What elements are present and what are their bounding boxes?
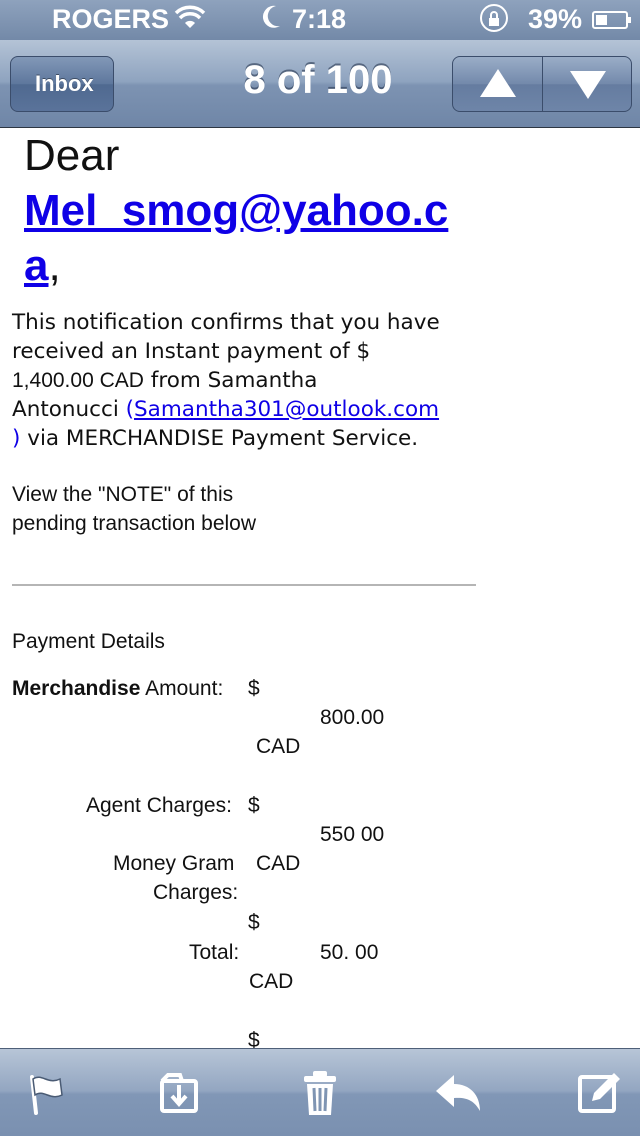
status-time: 7:18 xyxy=(292,4,347,34)
total-currency: CAD xyxy=(249,970,294,993)
trash-icon xyxy=(294,1067,346,1119)
greeting xyxy=(24,128,494,293)
merchandise-amount-value: 800.00 xyxy=(320,706,385,729)
reply-button[interactable] xyxy=(432,1067,484,1119)
message-navigation-segmented-control xyxy=(452,56,632,112)
move-to-folder-button[interactable] xyxy=(154,1067,206,1119)
payment-notice-paragraph: This notification confirms that you have received an Instant payment of $ 1,400.00 CAD from Samantha Antonucci (Samantha301@outlook.com ) via MERCHANDISE Payment Service. xyxy=(12,310,440,451)
money-gram-label: Money Gram xyxy=(113,852,235,875)
do-not-disturb-moon-icon xyxy=(260,2,284,39)
payment-details-heading: Payment Details xyxy=(12,630,165,653)
compose-icon xyxy=(574,1067,626,1119)
agent-dollar-sign: $ xyxy=(248,794,260,817)
battery-icon xyxy=(592,11,628,29)
previous-message-button[interactable] xyxy=(453,57,543,111)
inbox-back-label: Inbox xyxy=(35,71,94,96)
money-gram-dollar-sign: $ xyxy=(248,911,260,934)
message-position-title: 8 of 100 xyxy=(243,58,393,102)
compose-button[interactable] xyxy=(574,1067,626,1119)
delete-button[interactable] xyxy=(294,1067,346,1119)
total-value: 50. 00 xyxy=(320,941,379,964)
inbox-back-button[interactable] xyxy=(10,56,114,112)
greeting-comma: , xyxy=(48,241,61,290)
arrow-down-icon xyxy=(570,71,606,99)
flag-button[interactable] xyxy=(20,1067,72,1119)
email-body[interactable] xyxy=(0,128,640,1048)
battery-percent: 39% xyxy=(528,4,583,34)
merchandise-currency: CAD xyxy=(256,735,301,758)
reply-icon xyxy=(432,1067,484,1119)
signal-strength-icon xyxy=(8,22,48,34)
merchandise-dollar-sign: $ xyxy=(248,677,260,700)
divider xyxy=(12,584,476,586)
wifi-icon xyxy=(174,2,206,39)
sender-email-link[interactable]: Samantha301@outlook.com xyxy=(134,397,440,422)
trailing-dollar-sign: $ xyxy=(248,1029,260,1048)
greeting-prefix: Dear xyxy=(24,131,120,180)
agent-charges-value: 550 00 xyxy=(320,823,385,846)
view-note-text: View the "NOTE" of this pending transaction below xyxy=(12,483,257,535)
carrier-name: ROGERS xyxy=(52,4,170,34)
navigation-bar xyxy=(0,40,640,128)
merchandise-amount-label: Merchandise Amount: xyxy=(12,677,224,700)
agent-charges-label: Agent Charges: xyxy=(86,794,232,817)
bottom-toolbar xyxy=(0,1048,640,1136)
flag-icon xyxy=(20,1067,72,1119)
status-bar xyxy=(0,0,640,40)
payment-amount: 1,400.00 CAD xyxy=(12,369,144,392)
next-message-button[interactable] xyxy=(543,57,632,111)
money-gram-charges-label: Charges: xyxy=(153,881,239,904)
money-gram-currency: CAD xyxy=(256,852,301,875)
move-to-folder-icon xyxy=(154,1067,206,1119)
rotation-lock-icon xyxy=(480,4,508,32)
total-label: Total: xyxy=(189,941,240,964)
recipient-email-link[interactable]: Mel_smog@yahoo.c a xyxy=(24,186,449,290)
arrow-up-icon xyxy=(480,69,516,97)
